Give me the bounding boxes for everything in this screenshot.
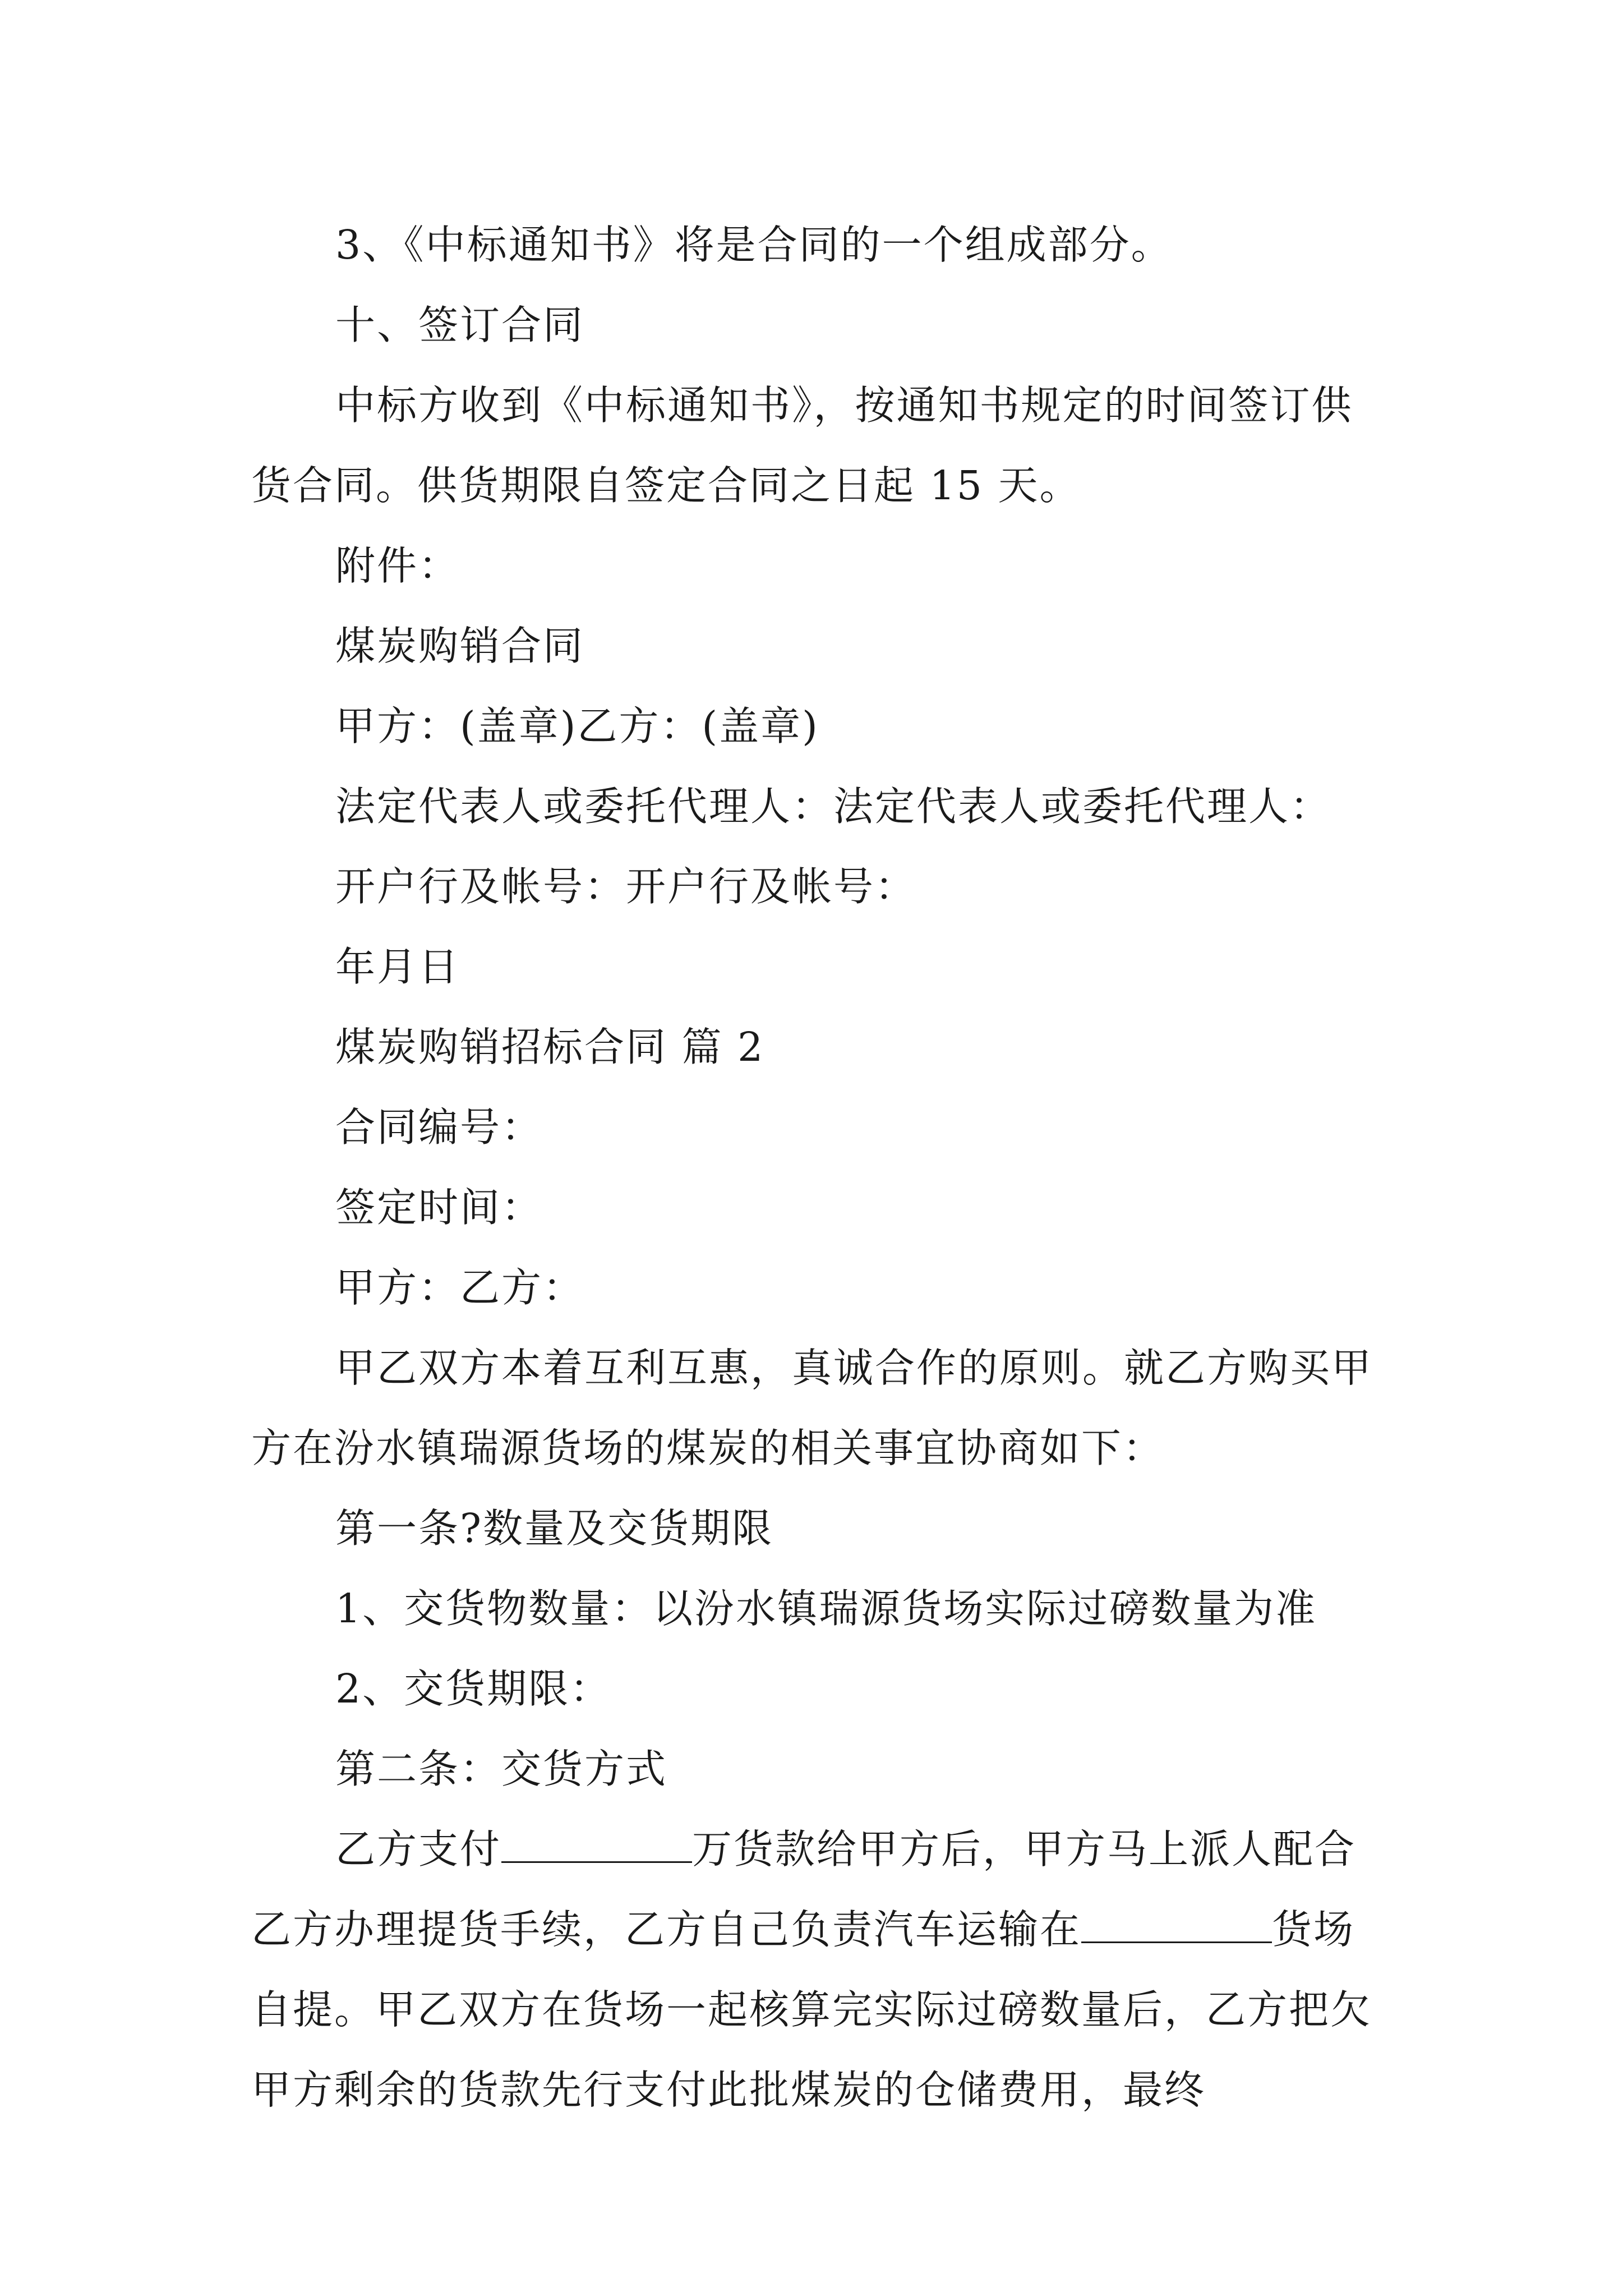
paragraph: 3、《中标通知书》将是合同的一个组成部分。 xyxy=(335,222,1173,268)
paragraph-with-blanks xyxy=(251,1809,1378,2130)
paragraph: 年月日 xyxy=(335,944,460,990)
document-body xyxy=(251,205,1378,2130)
paragraph: 1、交货物数量：以汾水镇瑞源货场实际过磅数量为准 xyxy=(335,1585,1317,1632)
paragraph: 甲方：(盖章)乙方：(盖章) xyxy=(335,703,819,749)
section-heading: 十、签订合同 xyxy=(335,302,585,348)
article-heading: 第二条：交货方式 xyxy=(335,1746,668,1792)
paragraph-segment: 万货款给甲方后，甲方马上派人配合乙方办理提货手续，乙方自己负责汽车运输在 xyxy=(251,1826,1357,1953)
contract-title: 煤炭购销招标合同 篇 2 xyxy=(335,1024,765,1070)
paragraph: 签定时间： xyxy=(335,1184,543,1231)
paragraph-segment: 货场自提。甲乙双方在货场一起核算完实际过磅数量后，乙方把欠甲方剩余的货款先行支付此批煤炭的仓储费用，最终 xyxy=(251,1906,1372,2113)
attachment-title: 煤炭购销合同 xyxy=(335,623,585,669)
paragraph-segment: 乙方支付 xyxy=(335,1826,502,1872)
paragraph: 2、交货期限： xyxy=(335,1665,612,1712)
paragraph: 甲乙双方本着互利互惠，真诚合作的原则。就乙方购买甲方在汾水镇瑞源货场的煤炭的相关事宜协商如下： xyxy=(251,1345,1373,1471)
fill-in-blank xyxy=(501,1824,692,1863)
paragraph: 附件： xyxy=(335,542,460,589)
article-heading: 第一条?数量及交货期限 xyxy=(335,1505,774,1552)
paragraph: 中标方收到《中标通知书》，按通知书规定的时间签订供货合同。供货期限自签定合同之日起 15 天。 xyxy=(251,382,1353,509)
paragraph: 甲方：乙方： xyxy=(335,1264,585,1311)
paragraph: 开户行及帐号：开户行及帐号： xyxy=(335,863,917,910)
fill-in-blank xyxy=(1081,1904,1272,1943)
paragraph: 合同编号： xyxy=(335,1104,543,1151)
paragraph: 法定代表人或委托代理人：法定代表人或委托代理人： xyxy=(335,783,1332,830)
